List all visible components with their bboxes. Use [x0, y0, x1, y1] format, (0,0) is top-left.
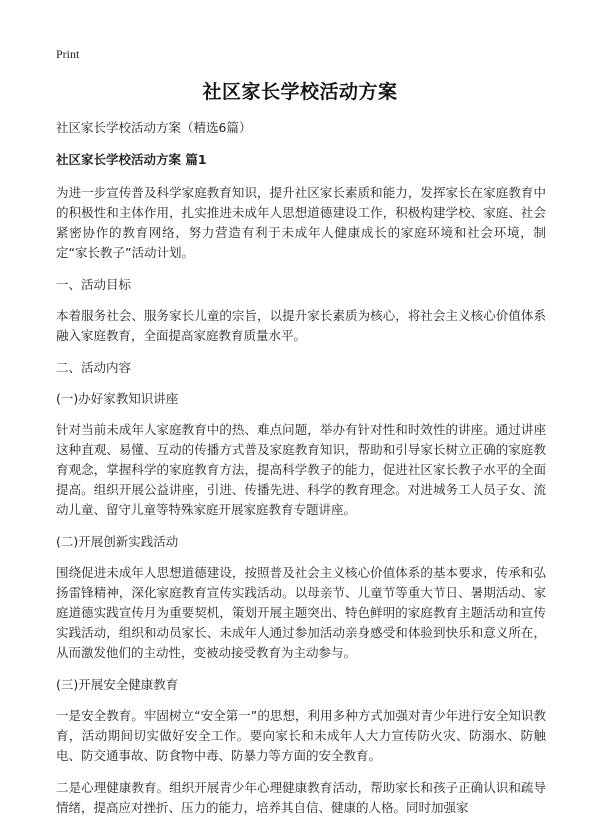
heading-safety-health: (三)开展安全健康教育 — [56, 677, 179, 692]
section-title: 社区家长学校活动方案 篇1 — [56, 152, 207, 167]
paragraph-lectures: 针对当前未成年人家庭教育中的热、难点问题，举办有针对性和时效性的讲座。通过讲座这种直观、易懂、互动的传播方式普及家庭教育知识，帮助和引导家长树立正确的家庭教育观念，掌握科学的家庭教育方法，提高科学教子的能力，促进社区家长教子水平的全面提高。组织开展公益讲座，引进、传播先进、科学的教育理念。对进城务工人员子女、流动儿童、留守儿童等特殊家庭开展家庭教育专题讲座。 — [56, 422, 546, 517]
heading-activity-content: 二、活动内容 — [56, 360, 132, 375]
paragraph-intro: 为进一步宣传普及科学家庭教育知识，提升社区家长素质和能力，发挥家长在家庭教育中的积极性和主体作用，扎实推进未成年人思想道德建设工作，积极构建学校、家庭、社会紧密协作的教育网络，努力营造有利于未成年人健康成长的家庭环境和社会环境，制定“家长教子”活动计划。 — [56, 185, 546, 260]
document-subtitle: 社区家长学校活动方案（精选6篇） — [56, 120, 252, 135]
paragraph-practice: 围绕促进未成年人思想道德建设，按照普及社会主义核心价值体系的基本要求，传承和弘扬雷锋精神，深化家庭教育宣传实践活动。以母亲节、儿童节等重大节日、暑期活动、家庭道德实践宣传月为重要契机，策划开展主题突出、特色鲜明的家庭教育主题活动和宣传实践活动，组织和动员家长、未成年人通过参加活动亲身感受和体验到快乐和意义所在，从而激发他们的主动性，变被动接受教育为主动参与。 — [56, 565, 546, 660]
paragraph-goals: 本着服务社会、服务家长儿童的宗旨，以提升家长素质为核心，将社会主义核心价值体系融入家庭教育，全面提高家庭教育质量水平。 — [56, 308, 546, 343]
paragraph-mental-health: 二是心理健康教育。组织开展青少年心理健康教育活动，帮助家长和孩子正确认识和疏导情绪，提高应对挫折、压力的能力，培养其自信、健康的人格。同时加强家 — [56, 780, 546, 815]
heading-lectures: (一)办好家教知识讲座 — [56, 391, 179, 406]
heading-practice: (二)开展创新实践活动 — [56, 534, 179, 549]
page-title: 社区家长学校活动方案 — [202, 81, 398, 103]
heading-activity-goals: 一、活动目标 — [56, 277, 132, 292]
paragraph-safety: 一是安全教育。牢固树立“安全第一”的思想，利用多种方式加强对青少年进行安全知识教育，活动期间切实做好安全工作。要向家长和未成年人大力宣传防火灾、防溺水、防触电、防交通事故、防食物中毒、防暴力等方面的安全教育。 — [56, 708, 546, 763]
document-body — [56, 118, 546, 830]
print-link[interactable]: Print — [56, 47, 80, 61]
